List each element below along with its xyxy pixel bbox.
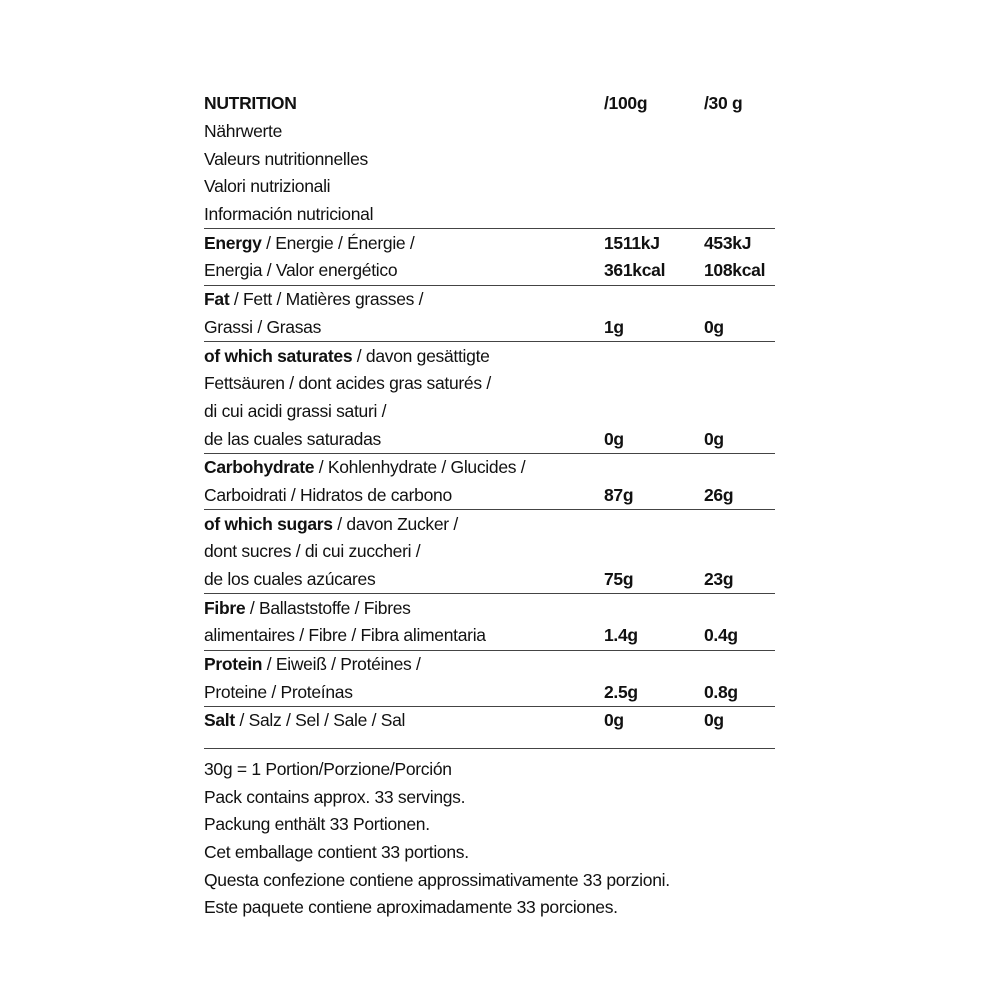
title-translation: Nährwerte: [204, 121, 283, 142]
serving-note: Pack contains approx. 33 servings.: [204, 786, 466, 807]
nutrient-label: [204, 346, 604, 367]
nutrient-row: [204, 509, 775, 593]
nutrient-label: [204, 373, 604, 394]
nutrient-line: [204, 286, 775, 314]
nutrient-line: [204, 707, 775, 735]
nutrient-name: of which saturates: [204, 345, 353, 366]
title-translation: Valeurs nutritionnelles: [204, 148, 368, 169]
nutrient-label: [204, 485, 604, 506]
nutrient-name: Protein: [204, 654, 263, 675]
serving-note: 30g = 1 Portion/Porzione/Porción: [204, 759, 452, 779]
nutrient-translations: / davon Zucker /: [332, 513, 458, 534]
nutrient-label: [204, 710, 604, 731]
nutrient-name: Salt: [204, 710, 235, 731]
title-translation: Valori nutrizionali: [204, 176, 331, 197]
nutrient-name: Carbohydrate: [204, 457, 315, 478]
nutrient-name: of which sugars: [204, 513, 333, 534]
nutrient-name: Fibre: [204, 597, 246, 618]
nutrition-table: [204, 90, 775, 749]
value-per-30g: 26g: [704, 484, 734, 505]
nutrient-label: [204, 625, 604, 646]
nutrient-line: [204, 594, 775, 622]
serving-note: Packung enthält 33 Portionen.: [204, 814, 430, 835]
nutrient-rows: [204, 228, 775, 734]
table-title: NUTRITION: [204, 93, 297, 114]
value-per-100g: 1511kJ: [604, 232, 660, 253]
nutrient-translations: / Kohlenhydrate / Glucides /: [314, 457, 526, 478]
nutrient-row: [204, 228, 775, 284]
nutrient-row: [204, 285, 775, 341]
value-per-100g: 1.4g: [604, 625, 638, 646]
nutrient-label: [204, 289, 604, 310]
nutrient-label: [204, 457, 604, 478]
nutrient-line: [204, 482, 775, 510]
nutrient-label: [204, 514, 604, 535]
nutrient-line: [204, 398, 775, 426]
nutrient-line: [204, 651, 775, 679]
nutrient-label: [204, 569, 604, 590]
nutrient-translations: Grassi / Grasas: [204, 316, 322, 337]
value-per-30g: 0.4g: [704, 625, 738, 646]
serving-info: [204, 756, 670, 922]
nutrient-line: [204, 538, 775, 566]
nutrient-translations: Carboidrati / Hidratos de carbono: [204, 484, 452, 505]
nutrient-line: [204, 425, 775, 453]
nutrient-label: [204, 260, 604, 281]
serving-note: Questa confezione contiene approssimativamente 33 porzioni.: [204, 869, 670, 890]
nutrient-line: [204, 257, 775, 285]
nutrient-label: [204, 429, 604, 450]
nutrient-row: [204, 453, 775, 509]
nutrient-label: [204, 541, 604, 562]
nutrient-line: [204, 622, 775, 650]
nutrient-name: Energy: [204, 232, 262, 253]
nutrient-translations: dont sucres / di cui zuccheri /: [204, 541, 421, 562]
value-per-100g: 2.5g: [604, 681, 638, 702]
nutrient-label: [204, 317, 604, 338]
nutrient-row: [204, 341, 775, 453]
table-bottom-rule: [204, 748, 775, 749]
value-per-100g: 1g: [604, 316, 624, 337]
value-per-30g: 0.8g: [704, 681, 738, 702]
nutrient-line: [204, 678, 775, 706]
value-per-100g: 0g: [604, 428, 624, 449]
table-header: [204, 90, 775, 118]
value-per-30g: 108kcal: [704, 260, 766, 281]
serving-note: Cet emballage contient 33 portions.: [204, 842, 469, 863]
nutrient-translations: / davon gesättigte: [352, 345, 490, 366]
nutrient-translations: / Ballaststoffe / Fibres: [245, 597, 411, 618]
value-per-100g: 87g: [604, 484, 634, 505]
nutrient-translations: alimentaires / Fibre / Fibra alimentaria: [204, 625, 486, 646]
nutrient-translations: / Energie / Énergie /: [261, 232, 415, 253]
nutrient-translations: Proteine / Proteínas: [204, 681, 353, 702]
value-per-30g: 0g: [704, 710, 724, 731]
nutrient-label: [204, 401, 604, 422]
nutrient-line: [204, 229, 775, 257]
value-per-100g: 361kcal: [604, 260, 666, 281]
value-per-30g: 0g: [704, 316, 724, 337]
value-per-30g: 23g: [704, 569, 734, 590]
nutrient-row: [204, 650, 775, 706]
nutrient-label: [204, 682, 604, 703]
nutrient-translations: Energia / Valor energético: [204, 260, 398, 281]
nutrient-line: [204, 566, 775, 594]
nutrient-translations: / Fett / Matières grasses /: [229, 289, 424, 310]
value-per-100g: 75g: [604, 569, 634, 590]
nutrient-translations: di cui acidi grassi saturi /: [204, 400, 387, 421]
nutrient-line: [204, 342, 775, 370]
nutrient-name: Fat: [204, 289, 230, 310]
nutrient-translations: / Eiweiß / Protéines /: [262, 654, 421, 675]
value-per-100g: 0g: [604, 710, 624, 731]
nutrient-translations: Fettsäuren / dont acides gras saturés /: [204, 373, 491, 394]
nutrient-row: [204, 706, 775, 735]
nutrient-line: [204, 454, 775, 482]
nutrient-translations: de los cuales azúcares: [204, 569, 376, 590]
per-30g-heading: /30 g: [704, 93, 743, 114]
nutrient-line: [204, 510, 775, 538]
value-per-30g: 453kJ: [704, 232, 752, 253]
serving-note: Este paquete contiene aproximadamente 33 porciones.: [204, 897, 618, 918]
nutrient-label: [204, 233, 604, 254]
nutrient-line: [204, 314, 775, 342]
nutrient-line: [204, 370, 775, 398]
nutrient-translations: de las cuales saturadas: [204, 428, 381, 449]
nutrient-row: [204, 593, 775, 649]
value-per-30g: 0g: [704, 428, 724, 449]
title-translation: Información nutricional: [204, 204, 374, 225]
nutrient-label: [204, 598, 604, 619]
nutrient-translations: / Salz / Sel / Sale / Sal: [234, 710, 406, 731]
per-100g-heading: /100g: [604, 93, 648, 114]
nutrient-label: [204, 654, 604, 675]
